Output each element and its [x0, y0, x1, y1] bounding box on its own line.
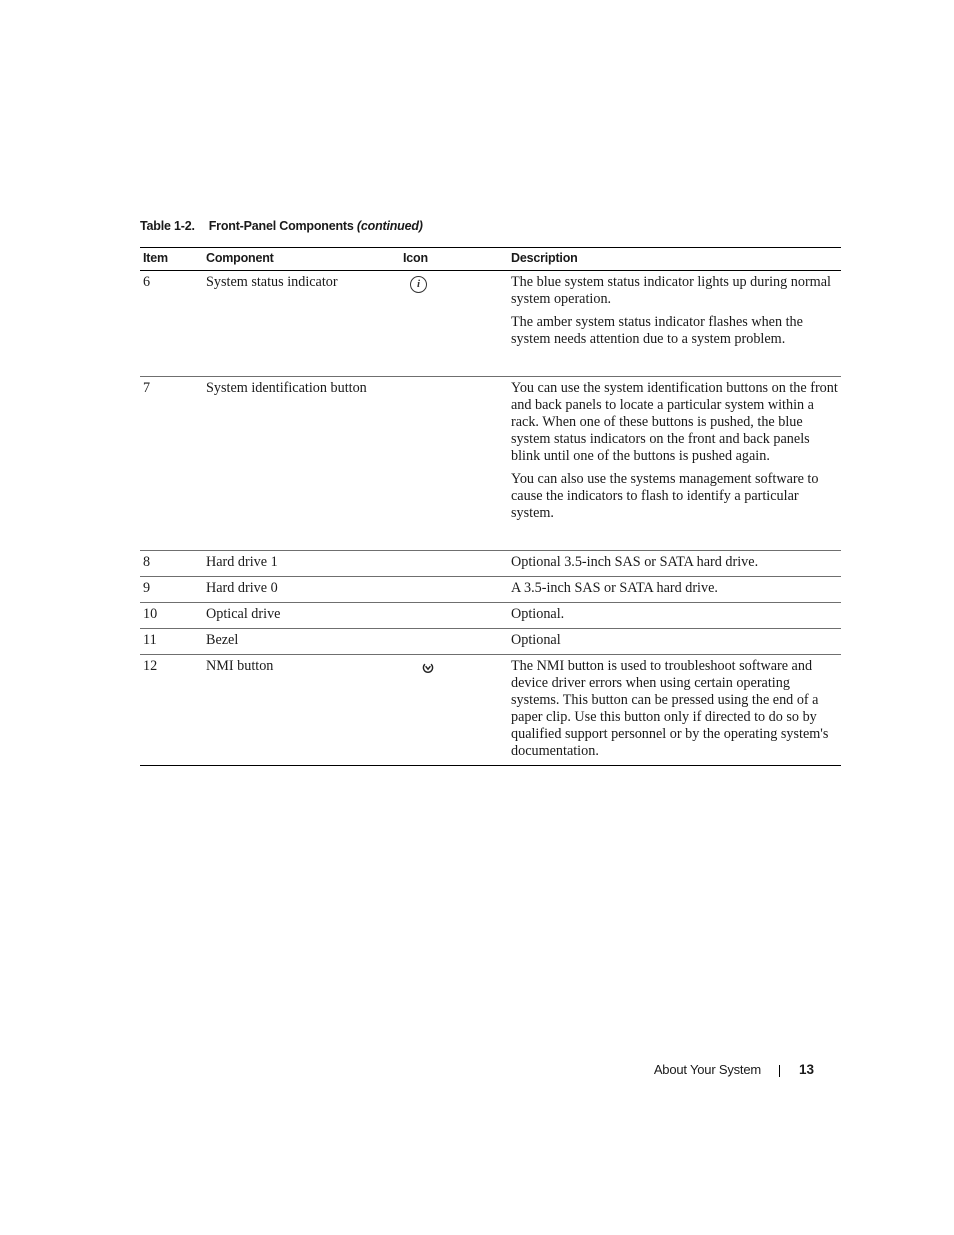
row-component: NMI button — [203, 655, 400, 766]
row-item: 10 — [140, 603, 203, 629]
row-icon-cell — [400, 577, 508, 603]
row-description — [508, 577, 841, 603]
row-item: 12 — [140, 655, 203, 766]
row-item: 9 — [140, 577, 203, 603]
table-row — [140, 377, 841, 551]
row-icon-cell — [400, 271, 508, 377]
description-paragraph: You can use the system identification buttons on the front and back panels to locate a particular system within a rack. When one of these buttons is pushed, the blue system status indicators on the front and back panels blink until one of the buttons is pushed again. — [511, 380, 838, 464]
row-item: 7 — [140, 377, 203, 551]
table-number: Table 1-2. — [140, 219, 195, 233]
footer-separator — [779, 1065, 780, 1077]
table-caption — [140, 219, 423, 233]
table-title: Front-Panel Components — [208, 219, 354, 233]
row-component: Hard drive 0 — [203, 577, 400, 603]
page-number: 13 — [799, 1062, 815, 1077]
row-component: Optical drive — [203, 603, 400, 629]
table-row — [140, 551, 841, 577]
row-icon-cell — [400, 551, 508, 577]
header-item: Item — [140, 248, 203, 271]
description-paragraph: The NMI button is used to troubleshoot software and device driver errors when using certain operating systems. This button can be pressed using the end of a paper clip. Use this button only if directed to do so by qualified support personnel or by the operating system's documentation. — [511, 658, 829, 759]
row-icon-cell — [400, 655, 508, 766]
row-description — [508, 629, 841, 655]
nmi-icon — [422, 662, 434, 674]
row-item: 11 — [140, 629, 203, 655]
row-component: Hard drive 1 — [203, 551, 400, 577]
row-component: System status indicator — [203, 271, 400, 377]
table-header-row — [140, 248, 841, 271]
row-description — [508, 271, 841, 377]
page-footer — [0, 1062, 954, 1082]
header-icon: Icon — [400, 248, 508, 271]
row-description — [508, 603, 841, 629]
description-paragraph: The blue system status indicator lights up during normal system operation. — [511, 274, 831, 307]
row-icon-cell — [400, 603, 508, 629]
row-description — [508, 551, 841, 577]
row-description — [508, 377, 841, 551]
header-component: Component — [203, 248, 400, 271]
table-row — [140, 271, 841, 377]
table-continued: (continued) — [356, 219, 423, 233]
description-paragraph: A 3.5-inch SAS or SATA hard drive. — [511, 580, 718, 596]
description-paragraph: You can also use the systems management software to cause the indicators to flash to identify a particular system. — [511, 471, 819, 521]
row-item: 8 — [140, 551, 203, 577]
info-icon: i — [410, 276, 427, 293]
table-row — [140, 629, 841, 655]
row-component: System identification button — [203, 377, 400, 551]
row-icon-cell — [400, 629, 508, 655]
front-panel-components-table — [140, 247, 841, 766]
header-description: Description — [508, 248, 841, 271]
description-paragraph: Optional — [511, 632, 561, 648]
row-description — [508, 655, 841, 766]
table-row — [140, 603, 841, 629]
row-component: Bezel — [203, 629, 400, 655]
table-row — [140, 577, 841, 603]
row-item: 6 — [140, 271, 203, 377]
row-icon-cell — [400, 377, 508, 551]
description-paragraph: Optional. — [511, 606, 565, 622]
table-row — [140, 655, 841, 766]
footer-section-title: About Your System — [653, 1062, 761, 1077]
description-paragraph: The amber system status indicator flashes when the system needs attention due to a system problem. — [511, 314, 803, 347]
description-paragraph: Optional 3.5-inch SAS or SATA hard drive. — [511, 554, 759, 570]
